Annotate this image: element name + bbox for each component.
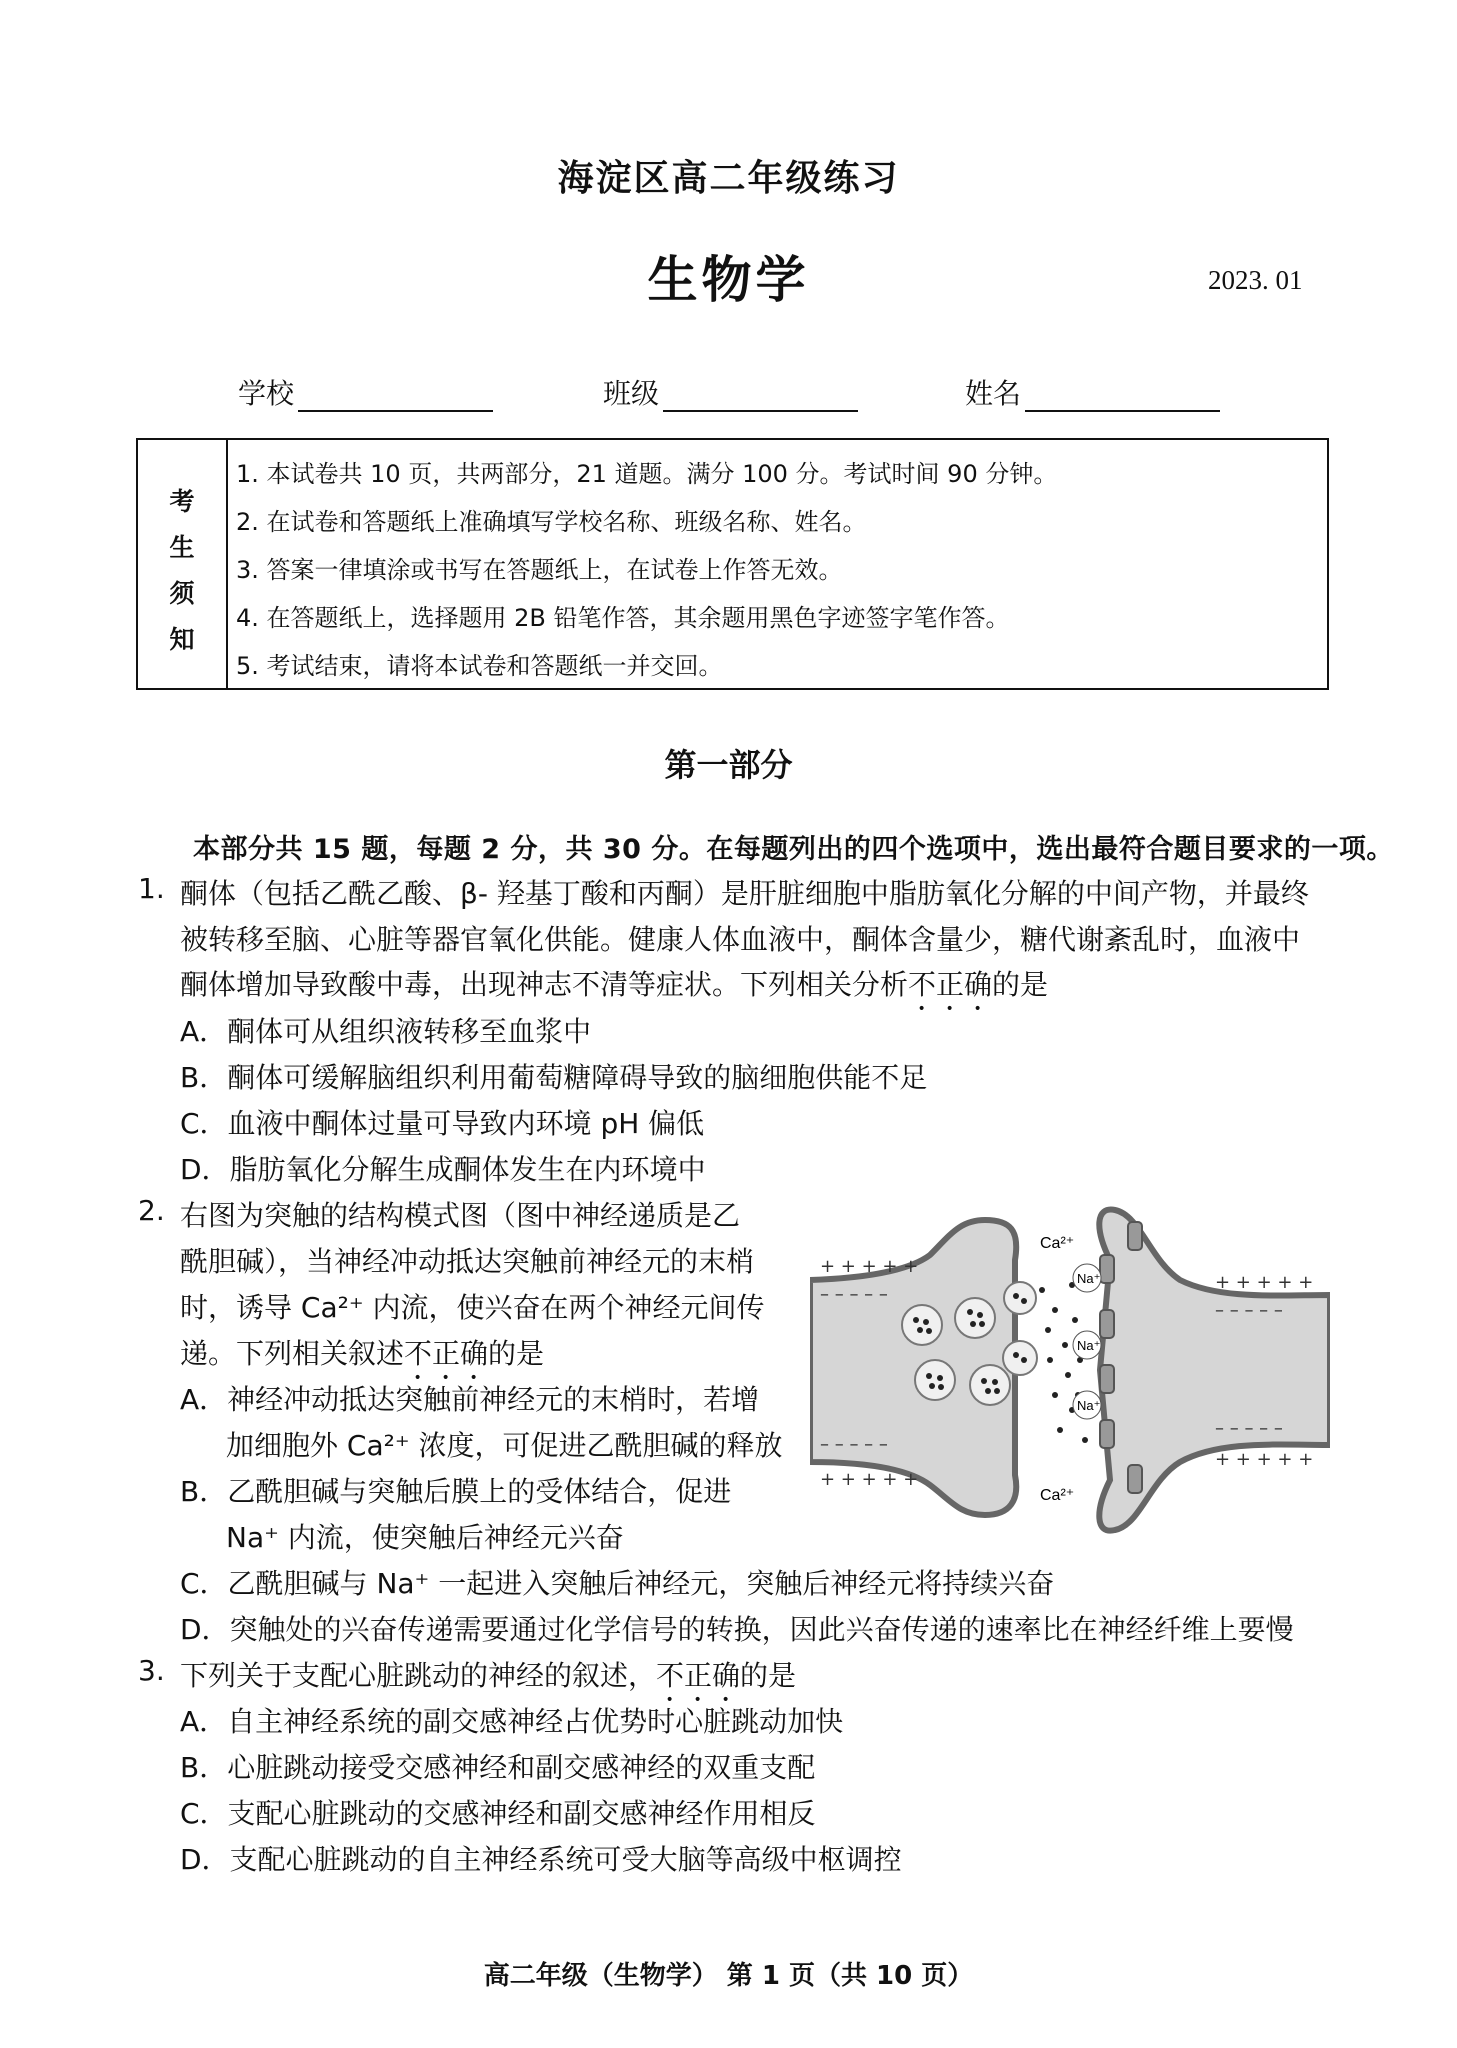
q3-option-b[interactable]: B．心脏跳动接受交感神经和副交感神经的双重支配 (180, 1751, 816, 1784)
svg-text:+ + + + +: + + + + + (1215, 1449, 1314, 1470)
na-label: Na⁺ (1077, 1338, 1101, 1353)
class-blank[interactable] (663, 380, 858, 412)
q2-stem-line: 右图为突触的结构模式图（图中神经递质是乙 (180, 1199, 741, 1232)
q2-stem-text: 的是 (488, 1337, 545, 1370)
q1-option-a[interactable]: A．酮体可从组织液转移至血浆中 (180, 1015, 592, 1048)
q2-option-a-cont[interactable]: 加细胞外 Ca²⁺ 浓度，可促进乙酰胆碱的释放 (226, 1429, 783, 1462)
class-label: 班级 (603, 377, 660, 410)
q2-stem-line: 酰胆碱），当神经冲动抵达突触前神经元的末梢 (180, 1245, 755, 1278)
ca-label-bottom: Ca²⁺ (1040, 1487, 1075, 1504)
question-number: 2. (138, 1194, 165, 1227)
q2-option-d[interactable]: D．突触处的兴奋传递需要通过化学信号的转换，因此兴奋传递的速率比在神经纤维上要慢 (180, 1613, 1294, 1646)
q1-stem-line: 酮体（包括乙酰乙酸、β- 羟基丁酸和丙酮）是肝脏细胞中脂肪氧化分解的中间产物，并最终 (180, 877, 1309, 910)
class-field[interactable] (603, 372, 858, 412)
notice-label-char: 知 (169, 625, 195, 654)
page-footer: 高二年级（生物学） 第 1 页（共 10 页） (483, 1961, 974, 1991)
q1-stem-text: 的是 (992, 968, 1049, 1001)
question-number: 3. (138, 1654, 165, 1687)
svg-text:+ + + + +: + + + + + (820, 1469, 919, 1490)
na-label: Na⁺ (1077, 1271, 1101, 1286)
part-title: 第一部分 (664, 746, 793, 784)
q2-option-c[interactable]: C．乙酰胆碱与 Na⁺ 一起进入突触后神经元，突触后神经元将持续兴奋 (180, 1567, 1055, 1600)
notice-label-cell (138, 440, 228, 688)
name-field[interactable] (965, 372, 1220, 412)
svg-text:+ + + + +: + + + + + (820, 1256, 919, 1277)
notice-label-char: 考 (169, 487, 195, 516)
school-label: 学校 (238, 377, 295, 410)
q1-stem-text: 酮体增加导致酸中毒，出现神志不清等症状。下列相关分析 (180, 968, 909, 1001)
q1-option-d[interactable]: D．脂肪氧化分解生成酮体发生在内环境中 (180, 1153, 706, 1186)
part-instruction: 本部分共 15 题，每题 2 分，共 30 分。在每题列出的四个选项中，选出最符合题目要求的一项。 (193, 834, 1394, 865)
subject-title: 生物学 (647, 250, 810, 309)
candidate-notice-box (136, 438, 1329, 690)
emphasis-not-correct: 不正确 (404, 1337, 489, 1370)
q3-option-d[interactable]: D．支配心脏跳动的自主神经系统可受大脑等高级中枢调控 (180, 1843, 902, 1876)
notice-label-char: 生 (169, 533, 195, 562)
svg-text:– – – – –: – – – – – (1215, 1300, 1283, 1321)
svg-text:+ + + + +: + + + + + (1215, 1272, 1314, 1293)
name-label: 姓名 (965, 377, 1022, 410)
q2-option-b[interactable]: B．乙酰胆碱与突触后膜上的受体结合，促进 (180, 1475, 732, 1508)
svg-text:– – – – –: – – – – – (820, 1284, 888, 1305)
emphasis-not-correct: 不正确 (656, 1659, 741, 1692)
neurotransmitter-dots (1039, 1282, 1088, 1443)
na-label: Na⁺ (1077, 1398, 1101, 1413)
school-field[interactable] (238, 372, 493, 412)
exam-title: 海淀区高二年级练习 (557, 157, 900, 199)
name-blank[interactable] (1025, 380, 1220, 412)
q2-stem-line: 时，诱导 Ca²⁺ 内流，使兴奋在两个神经元间传 (180, 1291, 765, 1324)
exam-date: 2023. 01 (1208, 265, 1303, 295)
q1-option-c[interactable]: C．血液中酮体过量可导致内环境 pH 偏低 (180, 1107, 705, 1140)
school-blank[interactable] (298, 380, 493, 412)
q1-stem-line (180, 963, 1048, 1017)
svg-text:– – – – –: – – – – – (820, 1434, 888, 1455)
notice-item: 2. 在试卷和答题纸上准确填写学校名称、班级名称、姓名。 (236, 508, 867, 536)
q3-option-c[interactable]: C．支配心脏跳动的交感神经和副交感神经作用相反 (180, 1797, 816, 1830)
q2-option-a[interactable]: A．神经冲动抵达突触前神经元的末梢时，若增 (180, 1383, 760, 1416)
emphasis-not-correct: 不正确 (908, 968, 993, 1001)
notice-label-char: 须 (169, 579, 195, 608)
q3-stem-text: 下列关于支配心脏跳动的神经的叙述， (180, 1659, 657, 1692)
ca-label-top: Ca²⁺ (1040, 1235, 1075, 1252)
question-number: 1. (138, 872, 165, 905)
notice-item: 1. 本试卷共 10 页，共两部分，21 道题。满分 100 分。考试时间 90 分钟。 (236, 460, 1058, 488)
q2-stem-text: 递。下列相关叙述 (180, 1337, 405, 1370)
q3-stem-text: 的是 (740, 1659, 797, 1692)
synapse-diagram (810, 1200, 1330, 1540)
q1-option-b[interactable]: B．酮体可缓解脑组织利用葡萄糖障碍导致的脑细胞供能不足 (180, 1061, 928, 1094)
svg-text:– – – – –: – – – – – (1215, 1418, 1283, 1439)
notice-item: 3. 答案一律填涂或书写在答题纸上，在试卷上作答无效。 (236, 556, 843, 584)
notice-item: 5. 考试结束，请将本试卷和答题纸一并交回。 (236, 652, 723, 680)
q1-stem-line: 被转移至脑、心脏等器官氧化供能。健康人体血液中，酮体含量少，糖代谢紊乱时，血液中 (180, 923, 1301, 956)
q2-option-b-cont[interactable]: Na⁺ 内流，使突触后神经元兴奋 (226, 1521, 624, 1554)
notice-item: 4. 在答题纸上，选择题用 2B 铅笔作答，其余题用黑色字迹签字笔作答。 (236, 604, 1010, 632)
q3-option-a[interactable]: A．自主神经系统的副交感神经占优势时心脏跳动加快 (180, 1705, 844, 1738)
